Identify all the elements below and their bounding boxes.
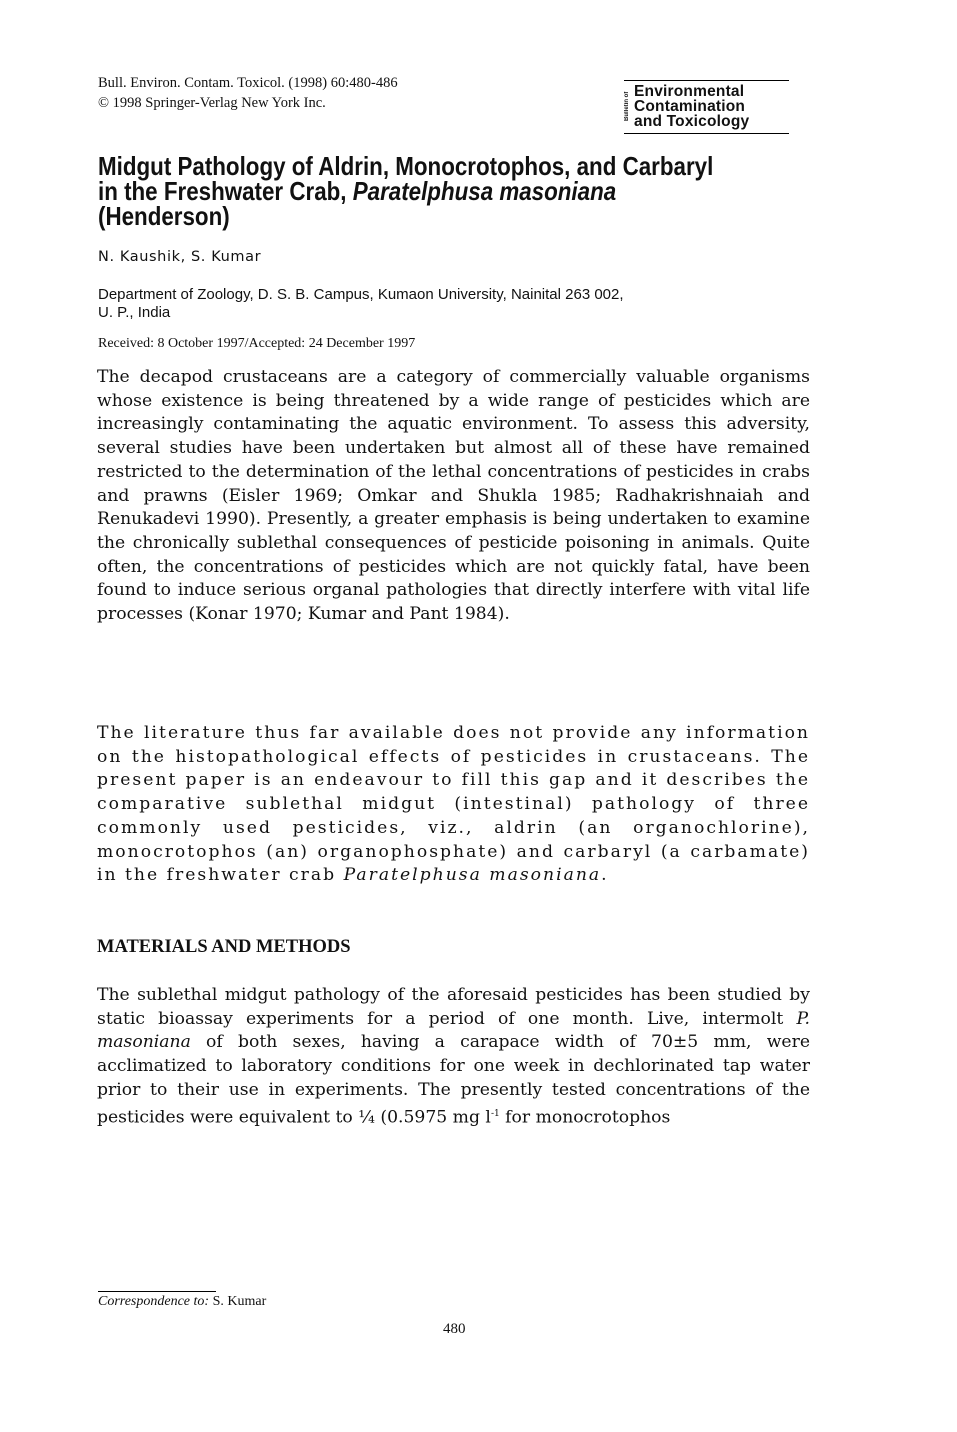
footnote: [98, 1294, 266, 1310]
footnote-name: S. Kumar: [209, 1294, 267, 1309]
footnote-rule: [98, 1291, 216, 1292]
paragraph-methods-text-c: for monocrotophos: [499, 1107, 671, 1128]
section-heading: MATERIALS AND METHODS: [97, 937, 351, 957]
logo-title: [634, 84, 749, 129]
paragraph-methods-text-b: of both sexes, having a carapace width of 70±5 mm, were acclimatized to laboratory conditions for one week in dechlorinated tap water prior to their use in experiments. The presently tested concentrations of the pesticides were equivalent to ¼ (0.5975 mg l: [97, 1032, 810, 1128]
unit-superscript: -1: [490, 1108, 500, 1119]
logo-bulletin-of: Bulletin of: [624, 91, 630, 121]
logo-line-2: Contamination: [634, 98, 746, 115]
paragraph-methods-text-a: The sublethal midgut pathology of the aforesaid pesticides has been studied by static bioassay experiments for a period of one month. Live, intermolt: [97, 985, 810, 1029]
received-dates: Received: 8 October 1997/Accepted: 24 December 1997: [98, 336, 416, 351]
affiliation-line-2: U. P., India: [98, 304, 171, 321]
title-line-3: (Henderson): [98, 201, 230, 231]
paragraph-literature: [97, 722, 810, 888]
paragraph-methods: [97, 984, 810, 1130]
logo-line-1: Environmental: [634, 83, 745, 100]
citation-header: [98, 73, 398, 113]
affiliation-line-1: Department of Zoology, D. S. B. Campus, Kumaon University, Nainital 263 002,: [98, 286, 624, 303]
page-number: 480: [443, 1321, 466, 1337]
logo-line-3: and Toxicology: [634, 113, 750, 130]
paragraph-literature-end: .: [601, 865, 609, 886]
authors: N. Kaushik, S. Kumar: [98, 249, 262, 265]
species-abbrev: P. masoniana: [97, 1008, 810, 1053]
copyright-line: © 1998 Springer-Verlag New York Inc.: [98, 95, 326, 111]
title-species: Paratelphusa masoniana: [352, 176, 617, 206]
title-line-1: Midgut Pathology of Aldrin, Monocrotophos, and Carbaryl: [98, 151, 714, 181]
journal-logo: [624, 80, 789, 134]
footnote-label: Correspondence to:: [98, 1294, 210, 1309]
citation-line: Bull. Environ. Contam. Toxicol. (1998) 60:480-486: [98, 75, 398, 91]
paragraph-literature-text: The literature thus far available does not provide any information on the histopathological effects of pesticides in crustaceans. The present paper is an endeavour to fill this gap and it describes the comparative sublethal midgut (intestinal) pathology of three commonly used pesticides, viz., aldrin (an organochlorine), monocrotophos (an) organophosphate) and carbaryl (a carbamate) in the freshwater crab: [97, 723, 810, 886]
paragraph-intro: The decapod crustaceans are a category of commercially valuable organisms whose existence is being threatened by a wide range of pesticides which are increasingly contaminating the aquatic environment. To assess this adversity, several studies have been undertaken but almost all of these have remained restricted to the determination of the lethal concentrations of pesticides in crabs and prawns (Eisler 1969; Omkar and Shukla 1985; Radhakrishnaiah and Renukadevi 1990). Presently, a greater emphasis is being undertaken to examine the chronically sublethal consequences of pesticide poisoning in animals. Quite often, the concentrations of pesticides which are not quickly fatal, have been found to induce serious organal pathologies that directly interfere with vital life processes (Konar 1970; Kumar and Pant 1984).: [97, 367, 810, 625]
paper-title: [98, 151, 717, 231]
title-line-2-text: in the Freshwater Crab,: [98, 176, 353, 206]
affiliation: [98, 286, 748, 322]
species-name: Paratelphusa masoniana: [343, 865, 602, 886]
